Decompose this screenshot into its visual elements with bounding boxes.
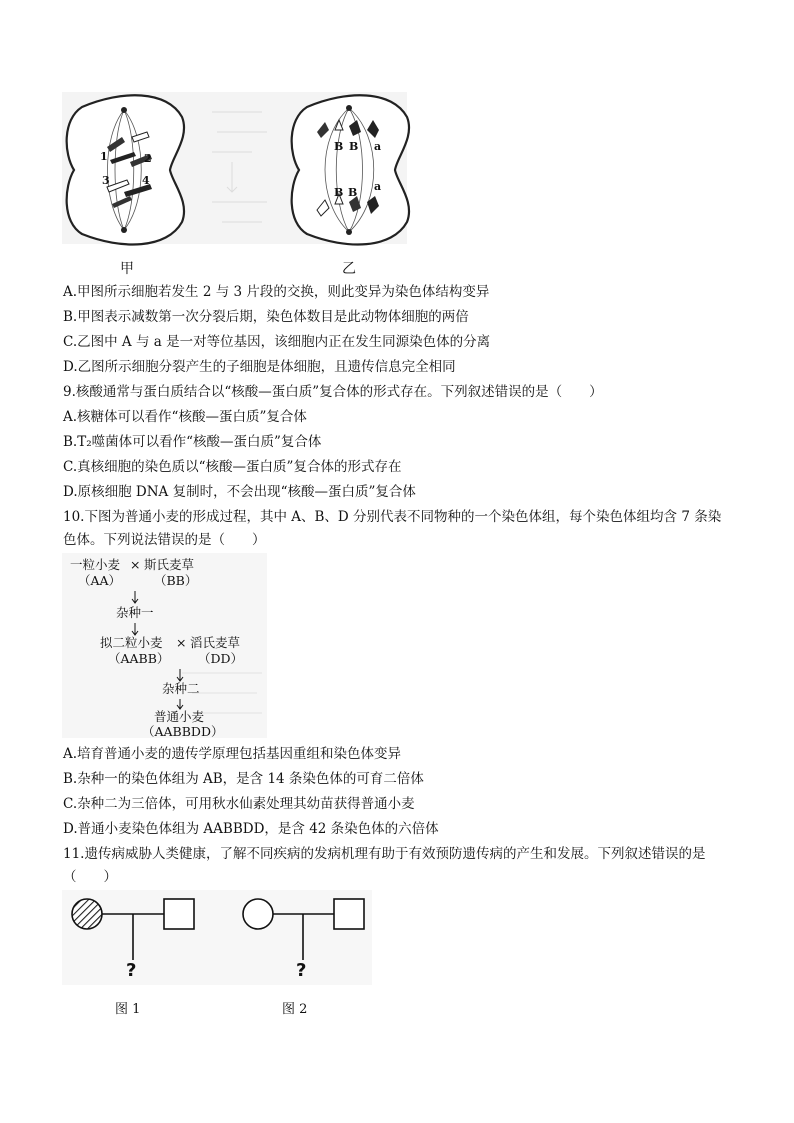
cell-jia	[67, 95, 184, 244]
flow-row2-left: 拟二粒小麦	[100, 635, 163, 650]
flow-row1-left-geno: （AA）	[78, 573, 122, 588]
flow-row2-left-geno: （AABB）	[108, 651, 170, 666]
q11-stem-line1: 11.遗传病威胁人类健康，了解不同疾病的发病机理有助于有效预防遗传病的产生和发展。下列叙述错误的是	[63, 846, 706, 862]
flow-cross1: ×	[130, 557, 141, 572]
caption-jia: 甲	[120, 261, 134, 277]
q9-option-d: D.原核细胞 DNA 复制时，不会出现“核酸—蛋白质”复合体	[63, 484, 416, 500]
cell-yi-label-B3: B	[334, 186, 344, 199]
cell-yi-label-B2: B	[349, 140, 359, 153]
q10-stem-line2: 色体。下列说法错误的是（ ）	[63, 532, 266, 548]
flow-row1-right: 斯氏麦草	[144, 557, 195, 572]
cell-yi	[292, 95, 409, 244]
cell-jia-label-3: 3	[102, 174, 110, 187]
cell-division-figure	[62, 92, 422, 252]
q8-option-d: D.乙图所示细胞分裂产生的子细胞是体细胞，且遗传信息完全相同	[63, 359, 456, 375]
q9-option-b: B.T₂噬菌体可以看作“核酸—蛋白质”复合体	[63, 434, 322, 450]
flow-result: 普通小麦	[154, 709, 205, 724]
q8-option-a: A.甲图所示细胞若发生 2 与 3 片段的交换，则此变异为染色体结构变异	[63, 284, 490, 300]
flow-row2-right-geno: （DD）	[198, 651, 244, 666]
cell-jia-label-1: 1	[100, 150, 108, 163]
q9-option-c: C.真核细胞的染色质以“核酸—蛋白质”复合体的形式存在	[63, 459, 402, 475]
q8-option-c: C.乙图中 A 与 a 是一对等位基因，该细胞内正在发生同源染色体的分离	[63, 334, 491, 350]
cell-jia-label-4: 4	[142, 174, 150, 187]
normal-male-symbol-1	[164, 899, 194, 929]
fig1-unknown-offspring: ?	[126, 960, 137, 981]
flow-row1-left: 一粒小麦	[70, 557, 121, 572]
pedigree-fig1-caption: 图 1	[115, 1002, 141, 1017]
cell-yi-label-B4: B	[348, 186, 358, 199]
flow-hybrid1: 杂种一	[116, 605, 154, 620]
fig2-unknown-offspring: ?	[296, 960, 307, 981]
q11-stem-line2: （ ）	[63, 869, 117, 885]
cell-jia-label-2: 2	[144, 152, 152, 165]
flow-hybrid2: 杂种二	[162, 681, 200, 696]
q9-option-a: A.核糖体可以看作“核酸—蛋白质”复合体	[63, 409, 307, 425]
cell-yi-label-a1: a	[374, 140, 382, 153]
flow-result-geno: （AABBDD）	[142, 724, 224, 739]
normal-male-symbol-2	[334, 899, 364, 929]
caption-yi: 乙	[342, 261, 356, 277]
pedigree-figure	[62, 890, 382, 990]
flow-cross2: ×	[176, 635, 187, 650]
q8-option-b: B.甲图表示减数第一次分裂后期，染色体数目是此动物体细胞的两倍	[63, 309, 469, 325]
q10-option-c: C.杂种二为三倍体，可用秋水仙素处理其幼苗获得普通小麦	[63, 796, 415, 812]
affected-female-symbol	[72, 899, 102, 929]
normal-female-symbol	[243, 899, 273, 929]
q10-stem-line1: 10.下图为普通小麦的形成过程，其中 A、B、D 分别代表不同物种的一个染色体组，每个染色体组均含 7 条染	[63, 509, 722, 525]
pedigree-fig2-caption: 图 2	[282, 1002, 308, 1017]
q10-option-a: A.培育普通小麦的遗传学原理包括基因重组和染色体变异	[63, 746, 402, 762]
cell-yi-label-B1: B	[334, 140, 344, 153]
flow-row1-right-geno: （BB）	[154, 573, 198, 588]
q9-stem: 9.核酸通常与蛋白质结合以“核酸—蛋白质”复合体的形式存在。下列叙述错误的是（ ）	[63, 384, 603, 400]
cell-yi-label-a2: a	[374, 180, 382, 193]
wheat-formation-flowchart	[62, 553, 272, 740]
q10-option-d: D.普通小麦染色体组为 AABBDD，是含 42 条染色体的六倍体	[63, 821, 439, 837]
q10-option-b: B.杂种一的染色体组为 AB，是含 14 条染色体的可育二倍体	[63, 771, 424, 787]
flow-row2-right: 滔氏麦草	[190, 635, 241, 650]
